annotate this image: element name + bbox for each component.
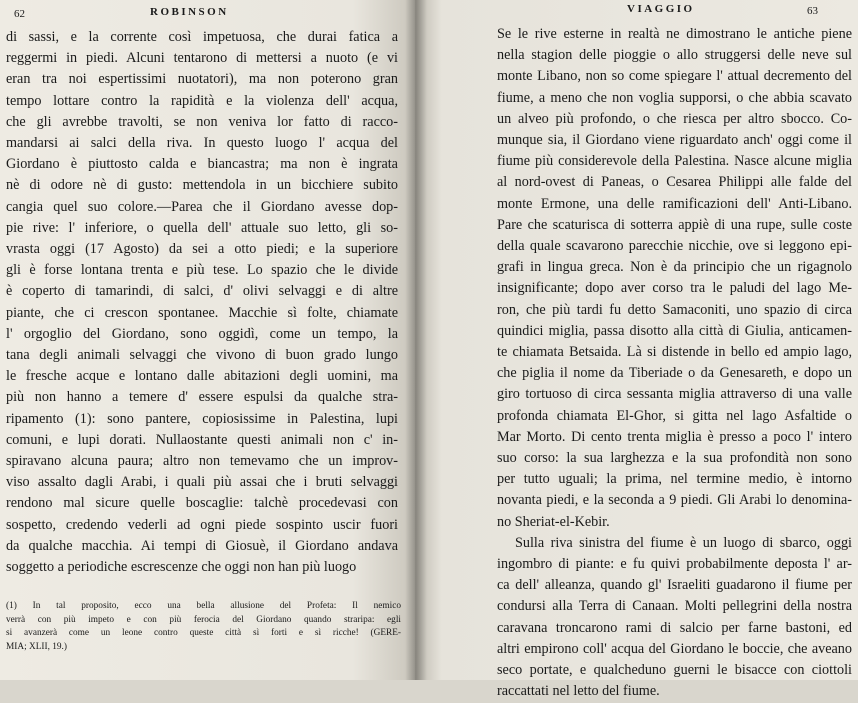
text-line: monte Ermone, una delle ramificazioni dell' Anti-Libano. xyxy=(497,195,852,212)
text-line: (1) In tal proposito, ecco una bella allusione del Profeta: Il nemico xyxy=(6,601,401,611)
text-line: ripamento (1): sono pantere, copiosissime in Palestina, lupi xyxy=(6,410,398,427)
text-line: un alveo più profondo, o che riesca per altro sbocco. Co- xyxy=(497,110,852,127)
text-line: no Sheriat-el-Kebir. xyxy=(497,513,610,530)
text-line: ca dell' alleanza, quando gl' Israeliti guadarono il fiume per xyxy=(497,577,852,594)
book-gutter xyxy=(405,0,427,680)
text-line: piante, che ci crescon spontanee. Macchie sì folte, chiamate xyxy=(6,304,398,321)
text-line: Se le rive esterne in realtà ne dimostrano le antiche piene xyxy=(497,26,852,42)
text-line: vrasta oggi (17 Agosto) da sei a otto piedi; e la superiore xyxy=(6,241,398,258)
text-line: eran tra noi espertissimi nuotatori), ma non poterono gran xyxy=(6,71,398,88)
text-line: tana degli animali selvaggi che vivono di buon grado lungo xyxy=(6,347,398,364)
text-line: fiume più considerevole della Palestina. Nasce alcune miglia xyxy=(497,153,852,170)
text-line: pie rive: l' inferiore, o quella dell' attuale suo letto, gli so- xyxy=(6,219,398,236)
text-line: munque sia, il Giordano viene riguardato anch' oggi come il xyxy=(497,132,852,149)
text-line: Giordano è piuttosto calda e biancastra; ma non è ingrata xyxy=(6,156,398,173)
text-line: Mar Morto. Di cento trenta miglia è presso a poco l' intero xyxy=(497,428,852,445)
text-line: nella stagion delle pioggie o allo struggersi delle neve sul xyxy=(497,47,852,64)
text-line: altri empirono coll' acqua del Giordano le boccie, che aveano xyxy=(497,640,852,657)
text-line: più non hanno a temere d' essere espulsi da qualche stra- xyxy=(6,389,398,406)
text-line: viso assalto dagli Arabi, i quali più assai che i bruti selvaggi xyxy=(6,474,398,491)
footnote xyxy=(6,600,401,654)
text-line: te chiamata Betsaida. Là si distende in bello ed ampio lago, xyxy=(497,344,852,361)
right-page-body xyxy=(497,24,852,703)
text-line: fiume, a meno che non voglia supporsi, o che abbia scavato xyxy=(497,89,852,106)
text-line: gli è forse lontana trenta e più tese. Lo spazio che le divide xyxy=(6,262,398,279)
text-line: al nord-ovest di Paneas, o Cesarea Philippi alle falde del xyxy=(497,174,852,191)
text-line: che gli avrebbe travolti, se non veniva lor fatto di racco- xyxy=(6,113,398,130)
page-number: 62 xyxy=(14,8,25,20)
text-line: grafi in lingua greca. Non è da principio che un rigagnolo xyxy=(497,259,852,276)
text-line: nè di odore nè di gusto: mettendola in un bicchiere subito xyxy=(6,177,398,194)
text-line: mandarsi ai salci della riva. In questo luogo l' acqua del xyxy=(6,135,398,152)
text-line: per tutto uguali; la prima, nel termine medio, è intorno xyxy=(497,471,852,488)
text-line: novanta piedi, e la seconda a 9 piedi. Gli Arabi lo denomina- xyxy=(497,492,852,509)
text-line: le fresche acque e lontano dalle abitazioni degli uomini, ma xyxy=(6,368,398,385)
text-line: soggetto a periodiche escrescenze che oggi non han più luogo xyxy=(6,559,357,576)
running-head: VIAGGIO xyxy=(627,3,695,15)
text-line: insignificante; dopo aver corso tra le paludi del lago Me- xyxy=(497,280,852,297)
text-line: spiravano alcuna paura; altro non temevamo che un improv- xyxy=(6,453,398,470)
text-line: verrà con più impeto e con più ferocia del Giordano quando straripa: egli xyxy=(6,614,401,625)
running-head: ROBINSON xyxy=(150,6,229,18)
text-line: di sassi, e la corrente così impetuosa, che durai fatica a xyxy=(6,29,398,45)
text-line: caravana troncarono rami di salcio per farne bastoni, ed xyxy=(497,619,852,636)
text-line: ingombro di piante: e fu quivi probabilmente deposta l' ar- xyxy=(497,556,852,573)
text-line: si avanzerà come un leone contro queste città sì forti e sì ricche! (GERE- xyxy=(6,628,401,638)
text-line: rendono mal sicure quelle boscaglie: talchè procedevasi con xyxy=(6,495,398,512)
text-line: comuni, e lupi dorati. Nullaostante questi animali non c' in- xyxy=(6,431,398,448)
left-page-body xyxy=(6,27,398,578)
left-page xyxy=(0,0,415,680)
text-line: da qualche macchia. Ai tempi di Giosuè, il Giordano andava xyxy=(6,537,398,554)
text-line: condursi alla Terra di Canaan. Molti pellegrini della nostra xyxy=(497,598,852,615)
text-line: MIA; XLII, 19.) xyxy=(6,641,67,652)
text-line: suo corso: la sua larghezza e la sua profondità non sono xyxy=(497,450,852,467)
text-line: reggermi in piedi. Alcuni tentarono di mettersi a nuoto (e vi xyxy=(6,50,398,67)
text-line: giro tortuoso di circa sessanta miglia attraverso di una valle xyxy=(497,386,852,403)
text-line: cangia quel suo colore.—Parea che il Giordano avesse dop- xyxy=(6,198,398,215)
text-line: tempo lottare contro la rapidità e la violenza dell' acqua, xyxy=(6,92,398,109)
right-page xyxy=(415,0,858,700)
text-line: ron, che più tardi fu detto Samaconiti, uno spazio di circa xyxy=(497,301,852,318)
text-line: sospetto, credendo vederli ad ogni piede sospinto uscir fuori xyxy=(6,516,398,533)
text-line: profonda chiamata El-Ghor, si gitta nel lago Asfaltide o xyxy=(497,407,852,424)
text-line: raccattati nel letto del fiume. xyxy=(497,683,660,700)
page-number: 63 xyxy=(807,5,818,17)
text-line: della quale scavarono parecchie nicchie, ove si leggono epi- xyxy=(497,238,852,255)
text-line: monte Libano, non so come spiegare l' attual decremento del xyxy=(497,68,852,85)
text-line: Pare che scaturisca di sotterra appiè di una rupe, sulle coste xyxy=(497,216,852,233)
text-line: l' orgoglio del Giordano, sono oggidì, come un tempo, la xyxy=(6,325,398,342)
text-line: Sulla riva sinistra del fiume è un luogo di sbarco, oggi xyxy=(515,534,852,551)
text-line: che piglia il nome da Tiberiade o da Genesareth, e dopo un xyxy=(497,365,852,382)
text-line: è coperto di tamarindi, di salci, d' olivi selvaggi e di altre xyxy=(6,283,398,300)
text-line: quindici miglia, passa disotto alla città di Giulia, anticamen- xyxy=(497,322,852,339)
text-line: seco portate, e qualcheduno guerni le bisacce con ciottoli xyxy=(497,662,852,679)
